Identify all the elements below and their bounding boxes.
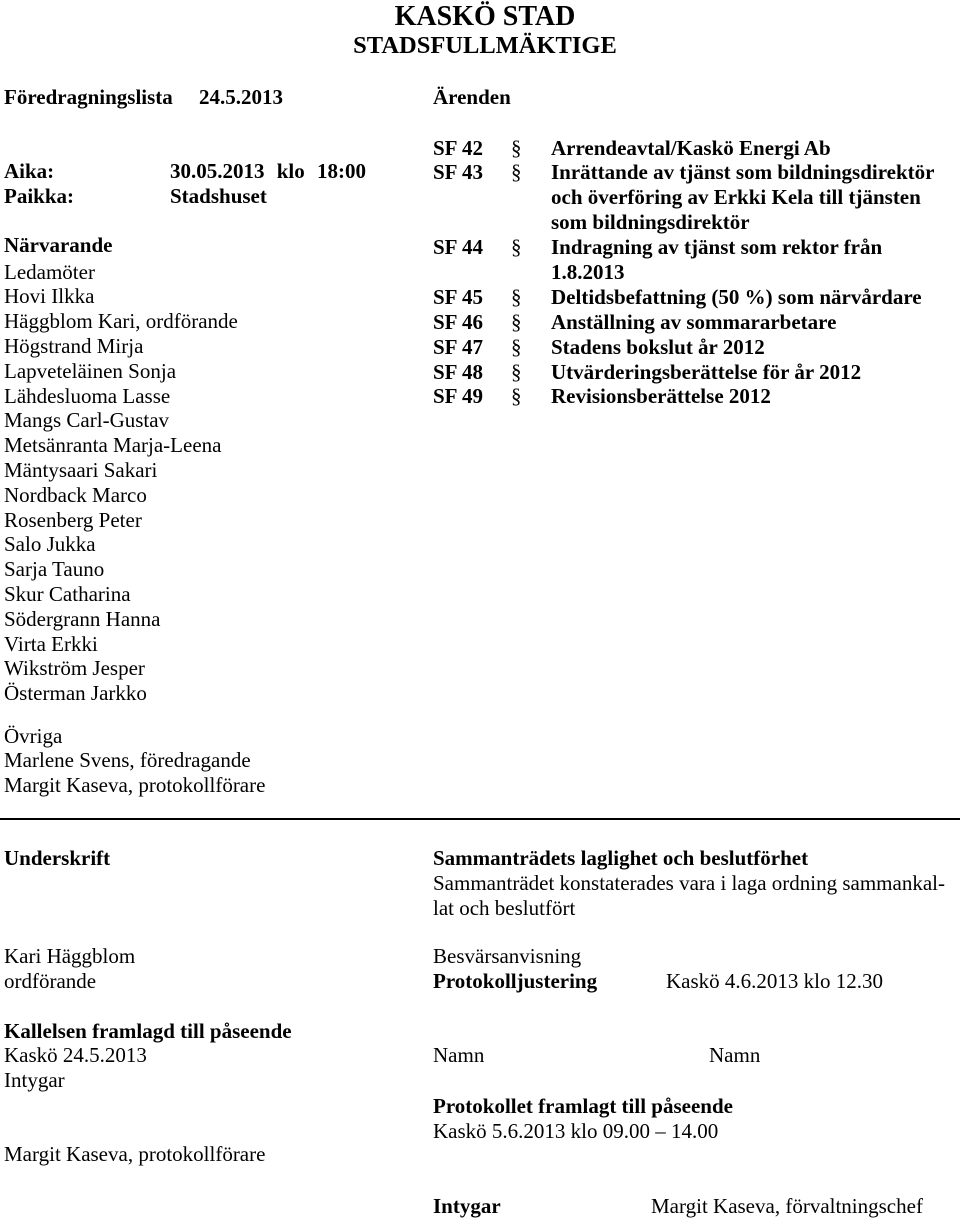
minutes-display-value: Kaskö 5.6.2013 klo 09.00 – 14.00 (433, 1119, 719, 1143)
agenda-item (433, 384, 960, 409)
item-title: Anställning av sommararbetare (551, 309, 837, 334)
member-name: Högstrand Mirja (4, 333, 144, 358)
agenda-item (433, 285, 960, 310)
member-name: Nordback Marco (4, 482, 147, 507)
item-title: Utvärderingsberättelse för år 2012 (551, 359, 862, 384)
section-divider (0, 818, 960, 820)
agenda-item (433, 160, 960, 185)
agenda-item (433, 310, 960, 335)
minutes-display-heading: Protokollet framlagt till påseende (433, 1094, 733, 1118)
section-symbol: § (511, 334, 522, 359)
member-name: Mangs Carl-Gustav (4, 408, 170, 433)
member-name: Sarja Tauno (4, 557, 105, 582)
section-symbol: § (511, 160, 522, 185)
other-attendee: Marlene Svens, föredragande (4, 748, 251, 773)
notice-certify-label: Intygar (4, 1068, 65, 1092)
member-name: Lähdesluoma Lasse (4, 383, 171, 408)
agenda-items (433, 136, 960, 410)
section-symbol: § (511, 309, 522, 334)
members-label: Ledamöter (4, 259, 95, 284)
legality-text: lat och beslutfört (433, 896, 576, 920)
item-title-continued: och överföring av Erkki Kela till tjänsten (551, 185, 921, 210)
agenda-date: 24.5.2013 (199, 85, 283, 109)
section-symbol: § (511, 359, 522, 384)
minutes-certify-label: Intygar (433, 1194, 501, 1218)
item-number: SF 48 (433, 359, 483, 384)
item-title: Deltidsbefattning (50 %) som närvårdare (551, 284, 922, 309)
member-name: Häggblom Kari, ordförande (4, 309, 238, 334)
member-name: Mäntysaari Sakari (4, 457, 158, 482)
item-title: Revisionsberättelse 2012 (551, 384, 771, 409)
others-label: Övriga (4, 723, 63, 748)
legality-text: Sammanträdet konstaterades vara i laga ordning sammankal- (433, 871, 945, 895)
section-symbol: § (511, 284, 522, 309)
chair-role: ordförande (4, 969, 97, 993)
minutes-certifier: Margit Kaseva, förvaltningschef (651, 1194, 923, 1218)
member-name: Wikström Jesper (4, 656, 145, 681)
others-list (4, 724, 265, 798)
other-attendee: Margit Kaseva, protokollförare (4, 773, 266, 798)
item-number: SF 42 (433, 135, 483, 160)
member-name: Virta Erkki (4, 631, 98, 656)
section-symbol: § (511, 135, 522, 160)
item-title: Indragning av tjänst som rektor från (551, 235, 883, 260)
agenda-item-continued (433, 185, 960, 210)
agenda-item-continued (433, 260, 960, 285)
minutes-check-label: Protokolljustering (433, 969, 598, 993)
appeal-label: Besvärsanvisning (433, 944, 582, 968)
checker-name: Namn (433, 1043, 485, 1067)
notice-heading: Kallelsen framlagd till påseende (4, 1019, 292, 1043)
member-name: Skur Catharina (4, 581, 131, 606)
item-title-continued: 1.8.2013 (551, 259, 625, 284)
item-number: SF 44 (433, 235, 483, 260)
member-name: Salo Jukka (4, 532, 96, 557)
time-value: 30.05.2013 klo 18:00 (170, 159, 367, 183)
place-label: Paikka: (4, 184, 75, 208)
notice-place-date: Kaskö 24.5.2013 (4, 1043, 147, 1067)
item-title: Stadens bokslut år 2012 (551, 334, 765, 359)
item-number: SF 45 (433, 284, 483, 309)
item-number: SF 49 (433, 384, 483, 409)
city-title: KASKÖ STAD (394, 1, 576, 32)
time-label: Aika: (4, 159, 55, 183)
place-value: Stadshuset (170, 184, 267, 208)
item-title-continued: som bildningsdirektör (551, 210, 750, 235)
members-list (4, 260, 238, 706)
item-title: Arrendeavtal/Kaskö Energi Ab (551, 135, 831, 160)
member-name: Metsänranta Marja-Leena (4, 433, 222, 458)
member-name: Hovi Ilkka (4, 284, 95, 309)
member-name: Österman Jarkko (4, 681, 147, 706)
chair-name: Kari Häggblom (4, 944, 136, 968)
legality-heading: Sammanträdets laglighet och beslutförhet (433, 846, 809, 870)
section-symbol: § (511, 235, 522, 260)
agenda-item (433, 235, 960, 260)
item-number: SF 46 (433, 309, 483, 334)
agenda-item (433, 360, 960, 385)
agenda-item (433, 335, 960, 360)
section-symbol: § (511, 384, 522, 409)
attendance-heading: Närvarande (4, 233, 113, 257)
member-name: Södergrann Hanna (4, 606, 161, 631)
minutes-check-value: Kaskö 4.6.2013 klo 12.30 (666, 969, 883, 993)
signature-heading: Underskrift (4, 846, 111, 870)
checker-name: Namn (709, 1043, 761, 1067)
items-heading: Ärenden (433, 85, 511, 109)
item-number: SF 47 (433, 334, 483, 359)
item-title: Inrättande av tjänst som bildningsdirektör (551, 160, 935, 185)
member-name: Rosenberg Peter (4, 507, 142, 532)
agenda-label: Föredragningslista (4, 85, 173, 109)
agenda-item-continued (433, 210, 960, 235)
agenda-item (433, 136, 960, 161)
council-title: STADSFULLMÄKTIGE (353, 32, 617, 59)
notice-certifier: Margit Kaseva, protokollförare (4, 1142, 266, 1166)
item-number: SF 43 (433, 160, 483, 185)
member-name: Lapveteläinen Sonja (4, 358, 177, 383)
